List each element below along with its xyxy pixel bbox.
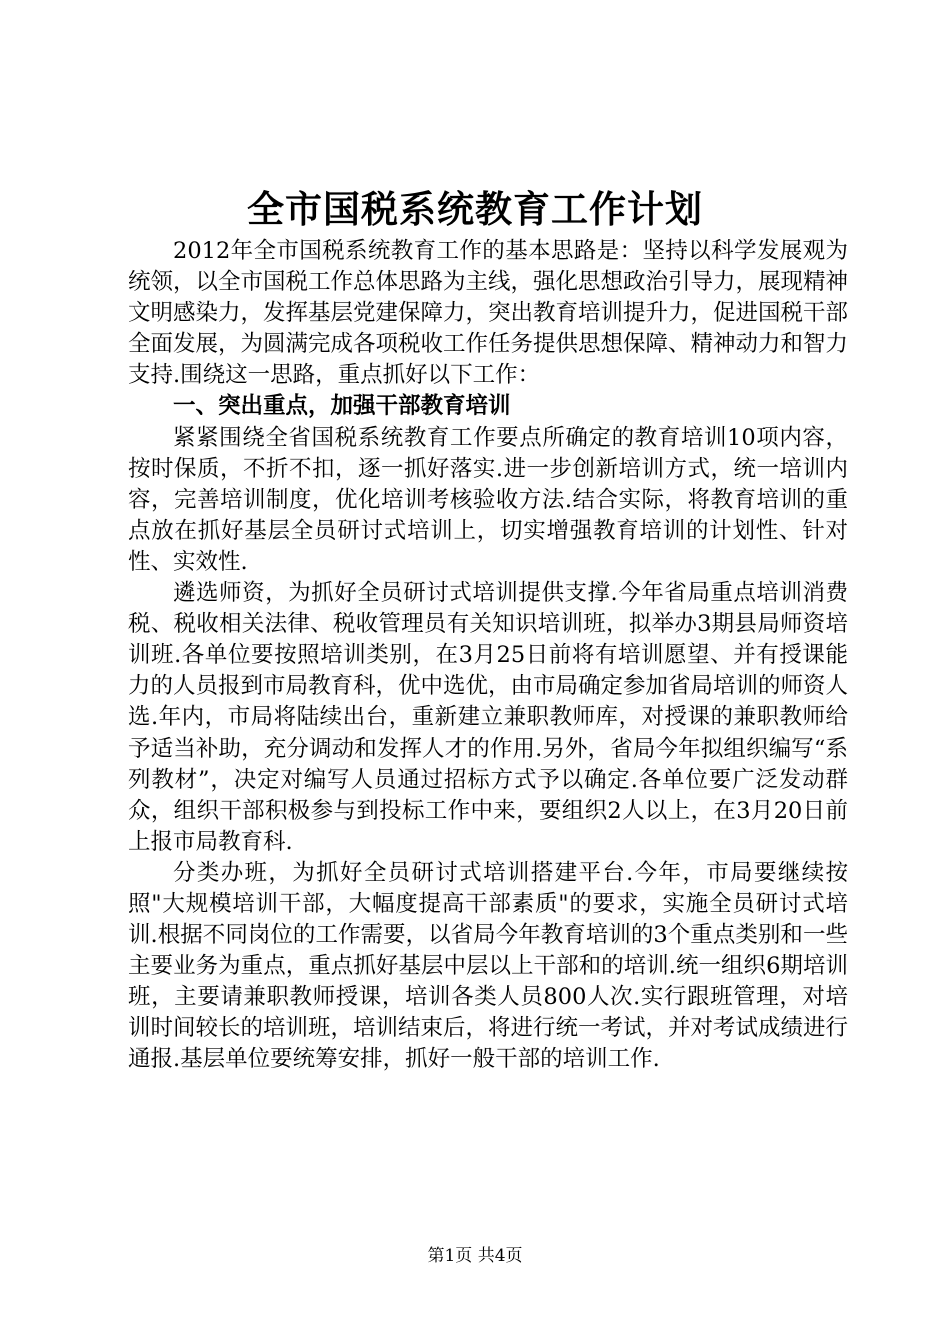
body-paragraph: 分类办班，为抓好全员研讨式培训搭建平台.今年，市局要继续按照"大规模培训干部，大幅度提高干部素质"的要求，实施全员研讨式培训.根据不同岗位的工作需要，以省局今年教育培训的3个重点类别和一些主要业务为重点，重点抓好基层中层以上干部和的培训.统一组织6期培训班，主要请兼职教师授课，培训各类人员800人次.实行跟班管理，对培训时间较长的培训班，培训结束后，将进行统一考试，并对考试成绩进行通报.基层单位要统筹安排，抓好一般干部的培训工作. — [128, 859, 849, 1073]
document-title: 全市国税系统教育工作计划 — [247, 187, 703, 231]
body-paragraph: 遴选师资，为抓好全员研讨式培训提供支撑.今年省局重点培训消费税、税收相关法律、税收管理员有关知识培训班，拟举办3期县局师资培训班.各单位要按照培训类别，在3月25日前将有培训愿望、并有授课能力的人员报到市局教育科，优中选优，由市局确定参加省局培训的师资人选.年内，市局将陆续出台，重新建立兼职教师库，对授课的兼职教师给予适当补助，充分调动和发挥人才的作用.另外，省局今年拟组织编写“系列教材”，决定对编写人员通过招标方式予以确定.各单位要广泛发动群众，组织干部积极参与到投标工作中来，要组织2人以上，在3月20日前上报市局教育科. — [128, 580, 849, 855]
section-heading: 一、突出重点，加强干部教育培训 — [173, 393, 511, 420]
page-number-footer: 第1页 共4页 — [427, 1246, 523, 1266]
document-body — [128, 236, 848, 1076]
body-paragraph: 紧紧围绕全省国税系统教育工作要点所确定的教育培训10项内容，按时保质，不折不扣，逐一抓好落实.进一步创新培训方式，统一培训内容，完善培训制度，优化培训考核验收方法.结合实际，将教育培训的重点放在抓好基层全员研讨式培训上，切实增强教育培训的计划性、针对性、实效性. — [128, 424, 848, 575]
intro-paragraph: 2012年全市国税系统教育工作的基本思路是：坚持以科学发展观为统领，以全市国税工作总体思路为主线，强化思想政治引导力，展现精神文明感染力，发挥基层党建保障力，突出教育培训提升力，促进国税干部全面发展，为圆满完成各项税收工作任务提供思想保障、精神动力和智力支持.围绕这一思路，重点抓好以下工作： — [128, 238, 849, 389]
